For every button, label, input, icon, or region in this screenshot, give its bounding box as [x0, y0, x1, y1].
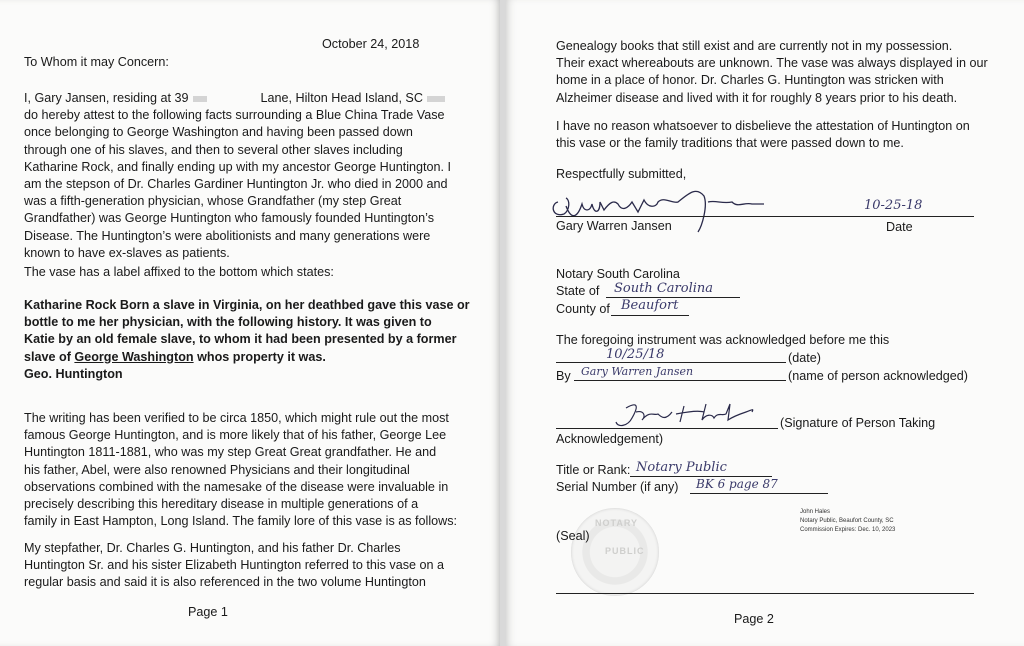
state-hand: South Carolina — [614, 281, 714, 296]
page-number: Page 1 — [188, 605, 228, 619]
para-line: family in East Hampton, Long Island. The family lore of this vase is as follows: — [24, 514, 458, 529]
ack-date-hand: 10/25/18 — [606, 347, 665, 362]
notary-heading: Notary South Carolina — [556, 267, 680, 281]
para-line: Disease. The Huntington’s were abolitionists and many generations were — [24, 228, 431, 243]
para-line: was a fifth-generation physician, whose Grandfather (my step Great — [24, 194, 402, 209]
george-washington-underlined: George Washington — [74, 349, 194, 364]
title-hand: Notary Public — [636, 460, 727, 475]
stamp-title: Notary Public, Beaufort County, SC — [800, 518, 894, 524]
stamp-name: John Hales — [800, 509, 831, 515]
quote-line: whos property it was. — [193, 349, 326, 364]
redaction — [193, 96, 207, 102]
notary-signature-line — [556, 428, 778, 429]
date-paren: (date) — [788, 351, 821, 365]
signature-date-hand: 10-25-18 — [864, 198, 923, 213]
paragraph-genealogy — [556, 38, 988, 107]
paragraph-attestation — [24, 90, 451, 262]
county-label: County of — [556, 302, 610, 316]
para-line: I have no reason whatsoever to disbelieve the attestation of Huntington on — [556, 119, 970, 133]
para-line: known to have ex-slaves as patients. — [24, 245, 230, 260]
signature-taking-1: (Signature of Person Taking — [780, 416, 936, 430]
title-label: Title or Rank: — [556, 463, 631, 477]
stamp-expires: Commission Expires: Dec. 10, 2023 — [800, 527, 896, 533]
serial-line — [690, 493, 828, 494]
para-line: I, Gary Jansen, residing at 39 — [24, 91, 189, 105]
para-line: am the stepson of Dr. Charles Gardiner Huntington Jr. who died in 2000 and — [24, 177, 448, 192]
paragraph-family — [24, 540, 444, 592]
para-line: Grandfather) was George Huntington who famously founded Huntington’s — [24, 211, 435, 226]
serial-label: Serial Number (if any) — [556, 480, 679, 494]
bottom-line — [556, 593, 974, 594]
para-line: famous George Huntington, and is more likely that of his father, George Lee — [24, 428, 447, 443]
para-line: precisely describing this hereditary disease in multiple generations of a — [24, 497, 419, 512]
signature-taking-2: Acknowledgement) — [556, 432, 664, 446]
quote-signature: Geo. Huntington — [24, 366, 123, 381]
letter-date: October 24, 2018 — [322, 37, 420, 51]
redaction — [427, 96, 445, 102]
label-intro: The vase has a label affixed to the bottom which states: — [24, 265, 334, 279]
para-line: Their exact whereabouts are unknown. The vase was always displayed in our — [556, 56, 988, 71]
page-2 — [506, 0, 1024, 646]
para-line: Huntington 1811-1881, who was my step Great Great grandfather. He and — [24, 445, 437, 460]
para-line: do hereby attest to the following facts surrounding a Blue China Trade Vase — [24, 108, 445, 123]
para-line: home in a place of honor. Dr. Charles G. Huntington was stricken with — [556, 73, 944, 88]
para-line: observations combined with the namesake of the disease were invaluable in — [24, 479, 449, 494]
para-line: Genealogy books that still exist and are currently not in my possession. — [556, 39, 953, 53]
paragraph-verification — [24, 410, 457, 530]
para-line: through one of his slaves, and then to several other slaves including — [24, 142, 403, 157]
embossed-seal: NOTARY PUBLIC — [571, 508, 659, 596]
paragraph-belief — [556, 118, 970, 152]
by-paren: (name of person acknowledged) — [788, 369, 968, 383]
quote-line: Katie by an old female slave, to whom it had been presented by a former — [24, 332, 457, 347]
para-line: Katharine Rock, and finally ending up with my ancestor George Huntington. I — [24, 159, 452, 174]
quote-line: slave of — [24, 349, 75, 364]
quote-line: bottle to me her physician, with the following history. It was given to — [24, 315, 432, 330]
para-line: this vase or the family traditions that were passed down to me. — [556, 136, 904, 151]
signature-name-label: Gary Warren Jansen — [556, 219, 672, 233]
quote-line: Katharine Rock Born a slave in Virginia, on her deathbed gave this vase or — [24, 298, 470, 312]
para-line: once belonging to George Washington and having been passed down — [24, 125, 413, 140]
signature-date-label: Date — [886, 220, 913, 234]
label-quote — [24, 297, 470, 383]
state-label: State of — [556, 284, 600, 298]
para-line: Huntington Sr. and his sister Elizabeth Huntington referred to this vase on a — [24, 558, 445, 573]
by-line — [574, 380, 786, 381]
para-line: Alzheimer disease and lived with it for roughly 8 years prior to his death. — [556, 90, 958, 105]
county-hand: Beaufort — [621, 298, 679, 313]
para-line: regular basis and said it is also referenced in the two volume Huntington — [24, 575, 426, 590]
foregoing-text: The foregoing instrument was acknowledged before me this — [556, 333, 890, 347]
para-line: My stepfather, Dr. Charles G. Huntington, and his father Dr. Charles — [24, 541, 401, 555]
seal-label: (Seal) — [556, 529, 590, 543]
serial-hand: BK 6 page 87 — [696, 477, 778, 491]
para-line: The writing has been verified to be circa 1850, which might rule out the most — [24, 411, 449, 425]
para-line: his father, Abel, were also renowned Physicians and their longitudinal — [24, 462, 410, 477]
county-line — [611, 315, 689, 316]
hales-signature — [606, 398, 776, 430]
by-hand: Gary Warren Jansen — [581, 365, 694, 378]
ack-date-line — [556, 362, 786, 363]
para-line-tail: Lane, Hilton Head Island, SC — [260, 91, 423, 105]
page-1 — [0, 0, 500, 646]
salutation: To Whom it may Concern: — [24, 55, 169, 69]
by-label: By — [556, 369, 571, 383]
closing: Respectfully submitted, — [556, 167, 687, 181]
signature-line — [556, 216, 974, 217]
page-number: Page 2 — [734, 612, 774, 626]
